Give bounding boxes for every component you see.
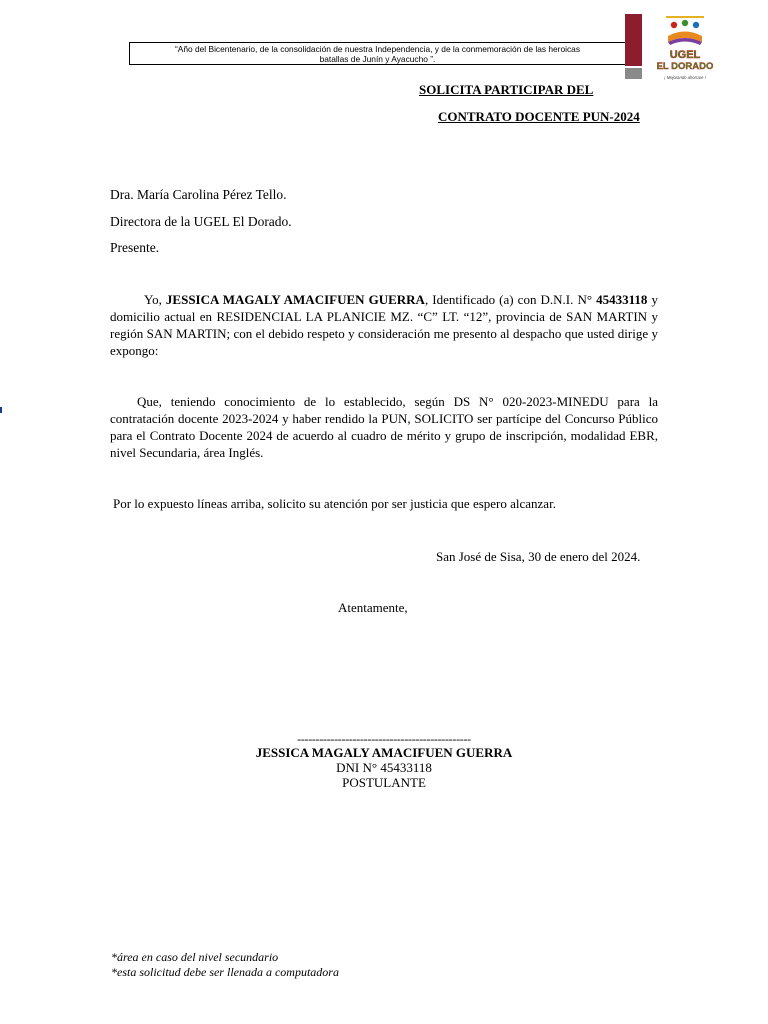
signature-block <box>200 733 568 790</box>
header-accent-bar-grey <box>625 68 642 79</box>
ugel-logo-icon <box>654 12 716 84</box>
ugel-el-dorado-logo <box>654 12 716 84</box>
salutation: Atentamente, <box>338 600 408 615</box>
signer-dni: DNI N° 45433118 <box>336 760 432 775</box>
banner-line-2: batallas de Junín y Ayacucho ”. <box>319 54 436 64</box>
banner-line-1: “Año del Bicentenario, de la consolidación de nuestra Independencia, y de la conmemoración de las heroicas <box>174 44 581 54</box>
signer-name: JESSICA MAGALY AMACIFUEN GUERRA <box>255 745 513 760</box>
intro-mid: , Identificado (a) con D.N.I. N° <box>424 292 597 307</box>
introduction-paragraph <box>110 291 658 359</box>
intro-prefix: Yo, <box>144 292 166 307</box>
subject-line-1: SOLICITA PARTICIPAR DEL <box>419 82 594 97</box>
logo-text-2: EL DORADO <box>656 61 714 72</box>
closing-statement: Por lo expuesto líneas arriba, solicito su atención por ser justicia que espero alcanzar. <box>113 496 556 511</box>
commemorative-year-banner <box>129 42 626 65</box>
logo-tagline: ¡ Mejorando ahorrare ! <box>664 75 706 80</box>
logo-text-1: UGEL <box>669 49 701 61</box>
place-and-date: San José de Sisa, 30 de enero del 2024. <box>436 549 641 564</box>
footnote-area: *área en caso del nivel secundario <box>111 950 279 964</box>
margin-mark <box>0 407 2 413</box>
addressee-greeting: Presente. <box>110 240 160 255</box>
header-accent-bar <box>625 14 642 66</box>
signature-line: ----------------------------------------------- <box>297 732 471 746</box>
addressee-position: Directora de la UGEL El Dorado. <box>110 214 292 229</box>
subject-line-2: CONTRATO DOCENTE PUN-2024 <box>438 109 640 124</box>
applicant-name: JESSICA MAGALY AMACIFUEN GUERRA <box>165 292 425 307</box>
applicant-dni: 45433118 <box>596 292 648 307</box>
footnote-instructions: *esta solicitud debe ser llenada a computadora <box>111 965 339 979</box>
addressee-name: Dra. María Carolina Pérez Tello. <box>110 187 287 202</box>
request-paragraph: Que, teniendo conocimiento de lo establecido, según DS N° 020-2023-MINEDU para la contratación docente 2023-2024 y haber rendido la PUN, SOLICITO ser partícipe del Concurso Público para el Contrato Docente 2024 de acuerdo al cuadro de mérito y grupo de inscripción, modalidad EBR, nivel Secundaria, área Inglés. <box>110 394 658 460</box>
intro-suffix: y domicilio actual en RESIDENCIAL LA PLANICIE MZ. “C” LT. “12”, provincia de SAN MARTIN y región SAN MARTIN; con el debido respeto y consideración me presento al despacho que usted dirige y expongo: <box>110 292 658 358</box>
signer-role: POSTULANTE <box>342 775 426 790</box>
